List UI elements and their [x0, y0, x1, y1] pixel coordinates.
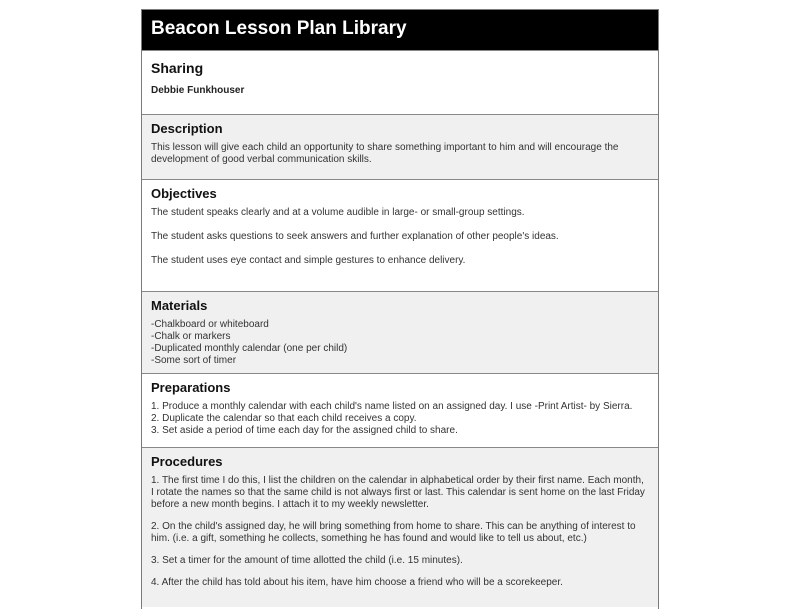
lesson-title: Sharing — [151, 60, 204, 76]
lesson-plan-document — [141, 9, 659, 609]
procedure-item: 2. On the child's assigned day, he will bring something from home to share. This can be anything of interest to him. (i.e. a gift, something he collects, something he has found and would like to tell us about, etc.) — [151, 521, 636, 544]
lesson-header — [142, 50, 658, 114]
procedures-heading: Procedures — [151, 454, 223, 469]
site-title: Beacon Lesson Plan Library — [151, 18, 407, 39]
preparations-section — [142, 373, 658, 447]
preparations-heading: Preparations — [151, 380, 231, 395]
material-item: -Some sort of timer — [151, 355, 237, 366]
objectives-section — [142, 179, 658, 291]
materials-list — [151, 319, 649, 367]
lesson-author: Debbie Funkhouser — [151, 85, 245, 96]
procedures-section — [142, 447, 658, 607]
material-item: -Chalk or markers — [151, 331, 231, 342]
procedure-item: 3. Set a timer for the amount of time allotted the child (i.e. 15 minutes). — [151, 555, 463, 566]
preparations-list — [151, 401, 649, 437]
materials-section — [142, 291, 658, 373]
material-item: -Duplicated monthly calendar (one per child) — [151, 343, 348, 354]
description-text: This lesson will give each child an opportunity to share something important to him and will encourage the development of good verbal communication skills. — [151, 142, 619, 165]
procedure-item: 4. After the child has told about his item, have him choose a friend who will be a scorekeeper. — [151, 577, 563, 588]
preparation-item: 1. Produce a monthly calendar with each child's name listed on an assigned day. I use -Print Artist- by Sierra. — [151, 401, 633, 412]
procedure-item: 1. The first time I do this, I list the children on the calendar in alphabetical order by their first name. Each month, I rotate the names so that the same child is not always first or last. This calendar is sent home on the last Friday before a new month begins. I attach it to my weekly newsletter. — [151, 475, 645, 510]
description-section — [142, 114, 658, 179]
objective-item: The student uses eye contact and simple gestures to enhance delivery. — [151, 255, 466, 266]
preparation-item: 2. Duplicate the calendar so that each child receives a copy. — [151, 413, 417, 424]
objective-item: The student asks questions to seek answers and further explanation of other people's ideas. — [151, 231, 559, 242]
preparation-item: 3. Set aside a period of time each day for the assigned child to share. — [151, 425, 458, 436]
materials-heading: Materials — [151, 298, 208, 313]
site-banner — [142, 10, 658, 50]
objectives-heading: Objectives — [151, 186, 217, 201]
material-item: -Chalkboard or whiteboard — [151, 319, 269, 330]
description-heading: Description — [151, 121, 223, 136]
objective-item: The student speaks clearly and at a volume audible in large- or small-group settings. — [151, 207, 525, 218]
